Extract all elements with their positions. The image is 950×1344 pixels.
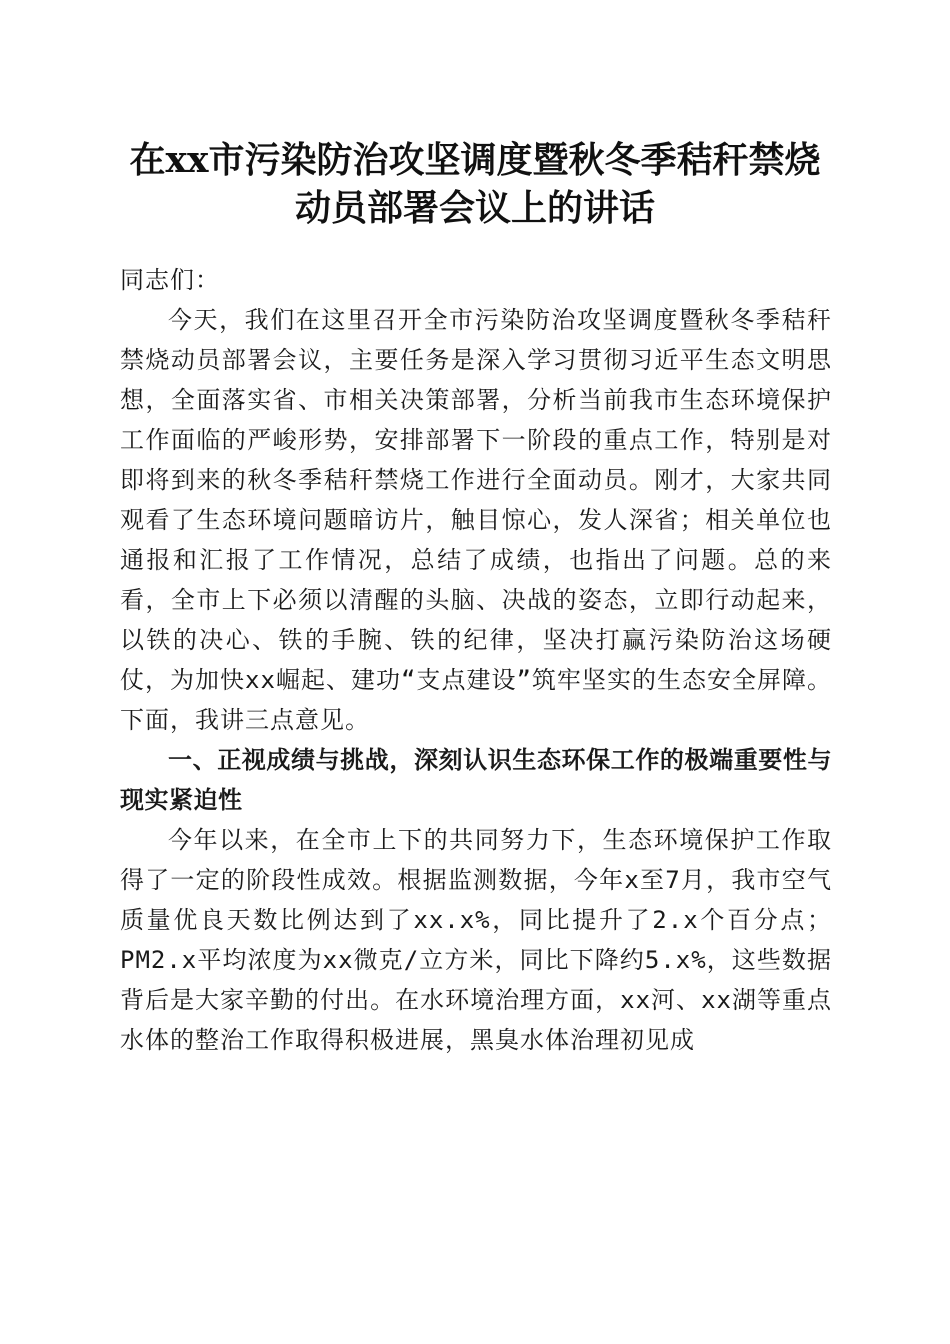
document-body	[120, 260, 832, 1060]
section-1-paragraph: 今年以来，在全市上下的共同努力下，生态环境保护工作取得了一定的阶段性成效。根据监测数据，今年x至7月，我市空气质量优良天数比例达到了xx.x%，同比提升了2.x个百分点；PM2.x平均浓度为xx微克/立方米，同比下降约5.x%，这些数据背后是大家辛勤的付出。在水环境治理方面，xx河、xx湖等重点水体的整治工作取得积极进展，黑臭水体治理初见成	[120, 826, 832, 1054]
title-line-2: 动员部署会议上的讲话	[294, 187, 655, 229]
title-line-1: 在xx市污染防治攻坚调度暨秋冬季秸秆禁烧	[129, 139, 821, 181]
document-title	[100, 136, 850, 232]
salutation: 同志们：	[120, 266, 220, 294]
section-heading-1: 一、正视成绩与挑战，深刻认识生态环保工作的极端重要性与现实紧迫性	[120, 746, 832, 814]
intro-paragraph: 今天，我们在这里召开全市污染防治攻坚调度暨秋冬季秸秆禁烧动员部署会议，主要任务是深入学习贯彻习近平生态文明思想，全面落实省、市相关决策部署，分析当前我市生态环境保护工作面临的严峻形势，安排部署下一阶段的重点工作，特别是对即将到来的秋冬季秸秆禁烧工作进行全面动员。刚才，大家共同观看了生态环境问题暗访片，触目惊心，发人深省；相关单位也通报和汇报了工作情况，总结了成绩，也指出了问题。总的来看，全市上下必须以清醒的头脑、决战的姿态，立即行动起来，以铁的决心、铁的手腕、铁的纪律，坚决打赢污染防治这场硬仗，为加快xx崛起、建功“支点建设”筑牢坚实的生态安全屏障。下面，我讲三点意见。	[120, 306, 832, 734]
